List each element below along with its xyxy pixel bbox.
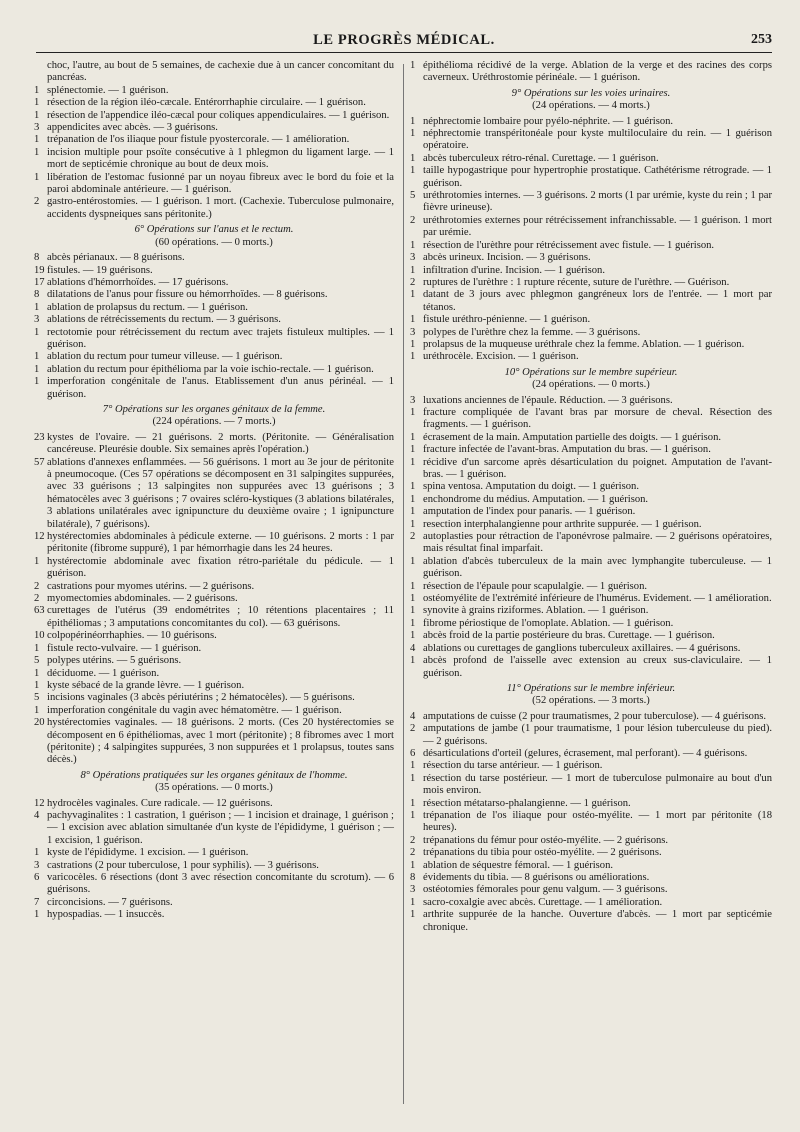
operation-text: ablation d'abcès tuberculeux de la main avec lymphangite tuberculeuse. — 1 guérison. bbox=[423, 555, 772, 580]
operation-count: 19 bbox=[34, 264, 45, 276]
operation-entry bbox=[410, 215, 772, 240]
operation-text: abcès périanaux. — 8 guérisons. bbox=[47, 252, 185, 264]
operation-entry bbox=[410, 655, 772, 680]
operation-text: uréthrotomies externes pour rétrécissement infranchissable. — 1 guérison. 1 mort par urémie. bbox=[423, 214, 772, 239]
operation-count: 1 bbox=[410, 338, 416, 350]
operation-text: écrasement de la main. Amputation partielle des doigts. — 1 guérison. bbox=[423, 431, 722, 443]
operation-text: récidive d'un sarcome après désarticulation du poignet. Amputation de l'avant-bras. — 1 guérison. bbox=[423, 456, 772, 480]
operation-text: gastro-entérostomies. — 1 guérison. 1 mort. (Cachexie. Tuberculose pulmonaire, accidents dyspneiques sans péritonite.) bbox=[47, 196, 394, 220]
operation-text: enchondrome du médius. Amputation. — 1 guérison. bbox=[423, 493, 649, 505]
operation-entry bbox=[410, 60, 772, 85]
operation-count: 1 bbox=[410, 289, 416, 301]
operation-entry bbox=[34, 847, 394, 859]
operation-count: 2 bbox=[34, 593, 40, 605]
section-summary: (24 opérations. — 4 morts.) bbox=[532, 100, 650, 112]
operation-entry bbox=[34, 147, 394, 172]
operation-count: 1 bbox=[34, 326, 40, 338]
operation-count: 1 bbox=[410, 60, 416, 71]
operation-entry bbox=[34, 289, 394, 301]
operation-entry bbox=[34, 897, 394, 909]
operation-count: 1 bbox=[34, 301, 40, 313]
operation-entry bbox=[410, 116, 772, 128]
operation-entry bbox=[410, 314, 772, 326]
operation-entry bbox=[34, 556, 394, 581]
operation-entry bbox=[34, 605, 394, 630]
operation-count: 1 bbox=[410, 859, 416, 871]
operation-entry bbox=[410, 407, 772, 432]
operation-text: circoncisions. — 7 guérisons. bbox=[47, 896, 173, 908]
operation-count: 57 bbox=[34, 456, 45, 468]
operation-entry bbox=[34, 265, 394, 277]
operation-text: abcès urineux. Incision. — 3 guérisons. bbox=[423, 252, 591, 264]
operation-text: prolapsus de la muqueuse uréthrale chez la femme. Ablation. — 1 guérison. bbox=[423, 338, 745, 350]
operation-entry bbox=[410, 190, 772, 215]
operation-text: castrations (2 pour tuberculose, 1 pour syphilis). — 3 guérisons. bbox=[47, 859, 319, 871]
operation-count: 1 bbox=[34, 642, 40, 654]
operation-text: résection de l'appendice iléo-cæcal pour coliques appendiculaires. — 1 guérison. bbox=[47, 109, 390, 121]
operation-entry bbox=[410, 860, 772, 872]
operation-entry bbox=[410, 760, 772, 772]
operation-text: synovite à grains riziformes. Ablation. — 1 guérison. bbox=[423, 605, 649, 617]
operation-entry bbox=[34, 172, 394, 197]
operation-entry bbox=[410, 593, 772, 605]
operation-entry bbox=[410, 798, 772, 810]
operation-entry bbox=[410, 153, 772, 165]
operation-text: néphrectomie lombaire pour pyélo-néphrite. — 1 guérison. bbox=[423, 115, 674, 127]
operation-text: uréthrocèle. Excision. — 1 guérison. bbox=[423, 351, 579, 363]
operation-entry bbox=[410, 847, 772, 859]
operation-entry bbox=[410, 277, 772, 289]
operation-count: 1 bbox=[410, 444, 416, 456]
operation-entry bbox=[34, 85, 394, 97]
operation-count: 1 bbox=[410, 580, 416, 592]
operation-text: fracture infectée de l'avant-bras. Amputation du bras. — 1 guérison. bbox=[423, 444, 711, 456]
operation-count: 1 bbox=[34, 555, 40, 567]
page-header bbox=[36, 30, 772, 53]
operation-text: abcès profond de l'aisselle avec extension au creux sus-claviculaire. — 1 guérison. bbox=[423, 655, 772, 679]
operation-text: luxations anciennes de l'épaule. Réduction. — 3 guérisons. bbox=[423, 394, 673, 406]
operation-text: hystérectomies abdominales à pédicule externe. — 10 guérisons. 2 morts : 1 par péritonite (fibrome suppuré), 1 par hémorrhagie dans les 24 heures. bbox=[47, 531, 394, 555]
operation-count: 1 bbox=[34, 667, 40, 679]
operation-text: sacro-coxalgie avec abcès. Curettage. — 1 amélioration. bbox=[423, 896, 663, 908]
operation-entry bbox=[410, 556, 772, 581]
operation-entry bbox=[410, 581, 772, 593]
operation-entry bbox=[34, 531, 394, 556]
operation-count: 1 bbox=[34, 351, 40, 363]
operation-text: pachyvaginalites : 1 castration, 1 guérison ; — 1 incision et drainage, 1 guérison ; — 1 excision avec ablation simultanée d'un kyste de l'épididyme, 1 guérison ; — 1 excision, 1 guérison. bbox=[47, 809, 394, 846]
operation-entry bbox=[34, 680, 394, 692]
operation-count: 4 bbox=[410, 642, 416, 654]
operation-count: 1 bbox=[410, 593, 416, 605]
operation-count: 23 bbox=[34, 431, 45, 443]
operation-entry bbox=[410, 252, 772, 264]
operation-count: 1 bbox=[410, 909, 416, 921]
operation-entry bbox=[34, 630, 394, 642]
operation-count: 5 bbox=[34, 692, 40, 704]
operation-count: 1 bbox=[410, 518, 416, 530]
operation-entry bbox=[34, 668, 394, 680]
operation-text: fistules. — 19 guérisons. bbox=[47, 264, 153, 276]
operation-entry bbox=[410, 444, 772, 456]
operation-count: 1 bbox=[34, 146, 40, 158]
operation-count: 5 bbox=[410, 190, 416, 202]
operation-count: 2 bbox=[410, 723, 416, 735]
operation-entry bbox=[34, 432, 394, 457]
operation-count: 1 bbox=[34, 109, 40, 121]
operation-entry bbox=[410, 531, 772, 556]
operation-count: 2 bbox=[410, 214, 416, 226]
operation-entry bbox=[34, 798, 394, 810]
operation-text: infiltration d'urine. Incision. — 1 guérison. bbox=[423, 264, 605, 276]
operation-count: 3 bbox=[410, 884, 416, 896]
journal-title: LE PROGRÈS MÉDICAL. bbox=[313, 32, 495, 48]
operation-count: 12 bbox=[34, 797, 45, 809]
operation-text: curettages de l'utérus (39 endométrites ; 10 rétentions placentaires ; 11 épithéliomas ; 3 amputations concomitantes du col). — 63 guérisons. bbox=[47, 605, 394, 629]
operation-text: datant de 3 jours avec phlegmon gangréneux lors de l'entrée. — 1 mort par tétanos. bbox=[423, 289, 772, 313]
operation-count: 1 bbox=[410, 555, 416, 567]
operation-text: amputation de l'index pour panaris. — 1 guérison. bbox=[423, 506, 636, 518]
operation-entry bbox=[34, 810, 394, 847]
operation-count: 1 bbox=[410, 456, 416, 468]
operation-entry bbox=[34, 327, 394, 352]
operation-count: 1 bbox=[410, 406, 416, 418]
operation-text: appendicites avec abcès. — 3 guérisons. bbox=[47, 122, 218, 134]
operation-entry bbox=[34, 872, 394, 897]
operation-entry bbox=[34, 692, 394, 704]
operation-count: 1 bbox=[410, 760, 416, 772]
operation-text: trépanation de l'os iliaque pour ostéo-myélite. — 1 mort par péritonite (18 heures). bbox=[423, 809, 772, 834]
operation-count: 3 bbox=[410, 394, 416, 406]
operation-count: 1 bbox=[410, 239, 416, 251]
operation-text: ostéotomies fémorales pour genu valgum. — 3 guérisons. bbox=[423, 884, 668, 896]
operation-text: abcès tuberculeux rétro-rénal. Curettage. — 1 guérison. bbox=[423, 152, 659, 164]
operation-entry bbox=[410, 909, 772, 934]
operation-count: 1 bbox=[410, 152, 416, 164]
operation-text: resection interphalangienne pour arthrite suppurée. — 1 guérison. bbox=[423, 518, 702, 530]
operation-text: fistule recto-vulvaire. — 1 guérison. bbox=[47, 642, 202, 654]
operation-count: 1 bbox=[410, 128, 416, 140]
operation-text: autoplasties pour rétraction de l'aponévrose palmaire. — 2 guérisons opératoires, mais résultat final imparfait. bbox=[423, 531, 772, 555]
operation-count: 1 bbox=[410, 617, 416, 629]
operation-count: 2 bbox=[410, 531, 416, 543]
column-divider bbox=[403, 64, 404, 1104]
operation-text: résection de la région iléo-cæcale. Entérorrhaphie circulaire. — 1 guérison. bbox=[47, 97, 366, 109]
operation-text: ablation de prolapsus du rectum. — 1 guérison. bbox=[47, 301, 248, 313]
operation-entry bbox=[34, 705, 394, 717]
operation-count: 1 bbox=[410, 314, 416, 326]
operation-entry bbox=[410, 711, 772, 723]
operation-text: imperforation congénitale de l'anus. Etablissement d'un anus périnéal. — 1 guérison. bbox=[47, 376, 394, 400]
operation-count: 2 bbox=[410, 834, 416, 846]
section-heading: 7° Opérations sur les organes génitaux de la femme. bbox=[102, 403, 326, 415]
operation-entry bbox=[34, 581, 394, 593]
operation-entry bbox=[410, 351, 772, 363]
operation-entry bbox=[34, 593, 394, 605]
operation-entry bbox=[34, 457, 394, 531]
operation-count: 1 bbox=[34, 97, 40, 109]
operation-text: rectotomie pour rétrécissement du rectum avec trajets fistuleux multiples. — 1 guérison. bbox=[47, 326, 394, 350]
operation-text: ablation du rectum pour tumeur villeuse. — 1 guérison. bbox=[47, 351, 283, 363]
operation-count: 2 bbox=[410, 847, 416, 859]
operation-text: incisions vaginales (3 abcès périutérins ; 2 hématocèles). — 5 guérisons. bbox=[47, 692, 355, 704]
operation-text: ablations de rétrécissements du rectum. — 3 guérisons. bbox=[47, 314, 281, 326]
operation-entry bbox=[410, 128, 772, 153]
operation-entry bbox=[34, 860, 394, 872]
operation-count: 8 bbox=[34, 252, 40, 264]
operation-count: 1 bbox=[34, 171, 40, 183]
operation-text: kyste de l'épididyme. 1 excision. — 1 guérison. bbox=[47, 847, 249, 859]
operation-count: 1 bbox=[410, 896, 416, 908]
operation-count: 2 bbox=[34, 580, 40, 592]
operation-text: hydrocèles vaginales. Cure radicale. — 12 guérisons. bbox=[47, 797, 273, 809]
operation-count: 3 bbox=[34, 859, 40, 871]
operation-text: résection de l'épaule pour scapulalgie. — 1 guérison. bbox=[423, 580, 648, 592]
operation-entry bbox=[34, 277, 394, 289]
operation-text: varicocèles. 6 résections (dont 3 avec résection concomitante du scrotum). — 6 guérisons. bbox=[47, 872, 394, 896]
operation-text: déciduome. — 1 guérison. bbox=[47, 667, 160, 679]
left-column bbox=[34, 60, 394, 922]
operation-count: 1 bbox=[34, 376, 40, 388]
operation-text: taille hypogastrique pour hypertrophie prostatique. Cathétérisme rétrograde. — 1 guérison. bbox=[423, 165, 772, 189]
operation-text: arthrite suppurée de la hanche. Ouverture d'abcès. — 1 mort par septicémie chronique. bbox=[423, 909, 772, 933]
page-number: 253 bbox=[751, 32, 772, 47]
operation-text: résection métatarso-phalangienne. — 1 guérison. bbox=[423, 797, 631, 809]
operation-entry bbox=[34, 97, 394, 109]
operation-entry bbox=[410, 897, 772, 909]
operation-count: 1 bbox=[410, 809, 416, 821]
operation-entry bbox=[410, 395, 772, 407]
operation-count: 6 bbox=[410, 747, 416, 759]
operation-text: évidements du tibia. — 8 guérisons ou améliorations. bbox=[423, 872, 650, 883]
operation-count: 1 bbox=[410, 493, 416, 505]
operation-text: désarticulations d'orteil (gelures, écrasement, mal perforant). — 4 guérisons. bbox=[423, 747, 748, 759]
operation-text: dilatations de l'anus pour fissure ou hémorrhoïdes. — 8 guérisons. bbox=[47, 289, 328, 301]
operation-count: 1 bbox=[34, 704, 40, 716]
right-column bbox=[410, 60, 772, 934]
operation-entry bbox=[410, 872, 772, 884]
operation-count: 1 bbox=[34, 847, 40, 859]
operation-text: amputations de cuisse (2 pour traumatismes, 2 pour tuberculose). — 4 guérisons. bbox=[423, 710, 767, 722]
operation-text: colpopérinéorrhaphies. — 10 guérisons. bbox=[47, 630, 217, 642]
operation-text: résection de l'urèthre pour rétrécissement avec fistule. — 1 guérison. bbox=[423, 239, 715, 251]
operation-text: polypes utérins. — 5 guérisons. bbox=[47, 655, 182, 667]
operation-text: polypes de l'urèthre chez la femme. — 3 guérisons. bbox=[423, 326, 641, 338]
operation-text: résection du tarse antérieur. — 1 guérison. bbox=[423, 760, 603, 772]
operation-entry bbox=[410, 630, 772, 642]
section-heading: 10° Opérations sur le membre supérieur. bbox=[504, 366, 678, 378]
operation-entry bbox=[410, 289, 772, 314]
operation-entry bbox=[410, 432, 772, 444]
operation-count: 1 bbox=[410, 772, 416, 784]
operation-count: 1 bbox=[410, 264, 416, 276]
operation-entry bbox=[34, 110, 394, 122]
operation-entry bbox=[34, 351, 394, 363]
section-heading: 8° Opérations pratiquées sur les organes génitaux de l'homme. bbox=[80, 769, 348, 781]
operation-entry bbox=[410, 810, 772, 835]
operation-count: 10 bbox=[34, 630, 45, 642]
operation-count: 2 bbox=[410, 276, 416, 288]
operation-text: ablations ou curettages de ganglions tuberculeux axillaires. — 4 guérisons. bbox=[423, 642, 741, 654]
operation-count: 17 bbox=[34, 276, 45, 288]
operation-count: 1 bbox=[410, 797, 416, 809]
operation-count: 7 bbox=[34, 896, 40, 908]
operation-entry bbox=[410, 494, 772, 506]
operation-text: hystérectomies vaginales. — 18 guérisons. 2 morts. (Ces 20 hystérectomies se décomposent en 6 épithéliomas, avec 1 mort (péritonite) ; 8 fibromes avec 1 mort (péritonite) ; 4 salpingites suppurées, 3 non suppurées et 1 prolapsus, toutes sans décès.) bbox=[47, 717, 394, 766]
section-summary: (60 opérations. — 0 morts.) bbox=[155, 236, 273, 248]
operation-entry bbox=[410, 457, 772, 482]
operation-entry bbox=[410, 519, 772, 531]
operation-count: 1 bbox=[34, 84, 40, 96]
operation-entry bbox=[34, 122, 394, 134]
operation-count: 2 bbox=[34, 196, 40, 208]
operation-text: hypospadias. — 1 insuccès. bbox=[47, 909, 165, 921]
operation-count: 1 bbox=[410, 165, 416, 177]
operation-entry bbox=[410, 165, 772, 190]
operation-count: 1 bbox=[410, 630, 416, 642]
operation-entry bbox=[34, 60, 394, 85]
operation-text: kystes de l'ovaire. — 21 guérisons. 2 morts. (Péritonite. — Généralisation cancéreuse. Pleurésie double. Six semaines après l'opération.) bbox=[47, 431, 394, 456]
operation-count: 1 bbox=[34, 909, 40, 921]
operation-text: épithélioma récidivé de la verge. Ablation de la verge et des racines des corps caverneux. Uréthrostomie périnéale. — 1 guérison. bbox=[423, 60, 772, 84]
section-summary: (224 opérations. — 7 morts.) bbox=[152, 416, 276, 428]
operation-text: splénectomie. — 1 guérison. bbox=[47, 84, 169, 96]
operation-text: fistule uréthro-pénienne. — 1 guérison. bbox=[423, 314, 591, 326]
operation-text: uréthrotomies internes. — 3 guérisons. 2 morts (1 par urémie, kyste du rein ; 1 par fièvre urineuse). bbox=[423, 190, 772, 214]
operation-count: 3 bbox=[34, 314, 40, 326]
operation-count: 6 bbox=[34, 872, 40, 883]
operation-count: 20 bbox=[34, 717, 45, 729]
operation-count: 1 bbox=[410, 655, 416, 667]
section-summary: (35 opérations. — 0 morts.) bbox=[155, 782, 273, 794]
operation-text: libération de l'estomac fusionné par un noyau fibreux avec le bord du foie et la paroi abdominale antérieure. — 1 guérison. bbox=[47, 171, 394, 196]
operation-entry bbox=[34, 252, 394, 264]
operation-entry bbox=[410, 643, 772, 655]
operation-text: trépanations du tibia pour ostéo-myélite. — 2 guérisons. bbox=[423, 847, 662, 859]
operation-text: spina ventosa. Amputation du doigt. — 1 guérison. bbox=[423, 481, 639, 493]
operation-entry bbox=[410, 481, 772, 493]
operation-entry bbox=[34, 364, 394, 376]
operation-count: 4 bbox=[34, 809, 40, 821]
operation-entry bbox=[410, 605, 772, 617]
operation-count: 4 bbox=[410, 710, 416, 722]
operation-count: 1 bbox=[34, 134, 40, 146]
operation-count: 8 bbox=[410, 872, 416, 883]
section-heading: 6° Opérations sur l'anus et le rectum. bbox=[134, 224, 294, 236]
operation-count: 1 bbox=[410, 605, 416, 617]
operation-entry bbox=[34, 302, 394, 314]
operation-entry bbox=[410, 748, 772, 760]
operation-text: résection du tarse postérieur. — 1 mort de tuberculose pulmonaire au bout d'un mois environ. bbox=[423, 772, 772, 797]
operation-entry bbox=[34, 314, 394, 326]
operation-text: choc, l'autre, au bout de 5 semaines, de cachexie due à un cancer concomitant du pancréas. bbox=[47, 60, 394, 84]
operation-text: amputations de jambe (1 pour traumatisme, 1 pour lésion tuberculeuse du pied). — 2 guérisons. bbox=[423, 723, 772, 747]
operation-text: imperforation congénitale du vagin avec hématomètre. — 1 guérison. bbox=[47, 704, 342, 716]
operation-entry bbox=[410, 327, 772, 339]
operation-count: 3 bbox=[410, 326, 416, 338]
operation-entry bbox=[410, 884, 772, 896]
section-summary: (24 opérations. — 0 morts.) bbox=[532, 379, 650, 391]
operation-entry bbox=[410, 240, 772, 252]
operation-count: 1 bbox=[410, 506, 416, 518]
operation-text: myomectomies abdominales. — 2 guérisons. bbox=[47, 593, 238, 605]
operation-text: incision multiple pour psoïte consécutive à 1 phlegmon du ligament large. — 1 mort de septicémie chronique au bout de deux mois. bbox=[47, 146, 394, 171]
operation-entry bbox=[34, 376, 394, 401]
operation-entry bbox=[34, 196, 394, 221]
operation-entry bbox=[410, 618, 772, 630]
operation-count: 1 bbox=[410, 481, 416, 493]
operation-text: castrations pour myomes utérins. — 2 guérisons. bbox=[47, 580, 255, 592]
operation-entry bbox=[410, 265, 772, 277]
operation-entry bbox=[410, 339, 772, 351]
operation-text: ablation du rectum pour épithélioma par la voie ischio-rectale. — 1 guérison. bbox=[47, 363, 374, 375]
operation-text: hystérectomie abdominale avec fixation rétro-pariétale du pédicule. — 1 guérison. bbox=[47, 555, 394, 580]
operation-count: 1 bbox=[410, 351, 416, 363]
operation-count: 8 bbox=[34, 289, 40, 301]
operation-count: 3 bbox=[410, 252, 416, 264]
operation-count: 63 bbox=[34, 605, 45, 617]
operation-text: ablations d'annexes enflammées. — 56 guérisons. 1 mort au 3e jour de péritonite à pneumocoque. (Ces 57 opérations se décomposent en 31 salpingites suppurées, avec 33 guérisons ; 13 salpingites non suppurées avec 13 guérisons ; 3 hématocèles avec 3 guérisons ; 7 ovaires scléro-kystiques (3 ablations bilatérales, 3 ablations unilatérales avec ignipuncture du deuxième ovaire ; 1 ignipuncture bilatérale), 7 guérisons). bbox=[47, 456, 394, 530]
operation-text: trépanation de l'os iliaque pour fistule pyostercorale. — 1 amélioration. bbox=[47, 134, 350, 146]
operation-count: 1 bbox=[34, 679, 40, 691]
operation-text: néphrectomie transpéritonéale pour kyste multiloculaire du rein. — 1 guérison opératoire. bbox=[423, 128, 772, 152]
section-summary: (52 opérations. — 3 morts.) bbox=[532, 695, 650, 707]
operation-entry bbox=[34, 643, 394, 655]
operation-entry bbox=[410, 723, 772, 748]
operation-count: 3 bbox=[34, 122, 40, 134]
operation-text: ablation de séquestre fémoral. — 1 guérison. bbox=[423, 859, 614, 871]
operation-text: trépanations du fémur pour ostéo-myélite. — 2 guérisons. bbox=[423, 834, 669, 846]
operation-entry bbox=[34, 655, 394, 667]
operation-count: 1 bbox=[410, 431, 416, 443]
operation-text: fracture compliquée de l'avant bras par morsure de cheval. Résection des fragments. — 1 guérison. bbox=[423, 406, 772, 431]
operation-entry bbox=[34, 717, 394, 767]
operation-text: ablations d'hémorrhoïdes. — 17 guérisons. bbox=[47, 276, 229, 288]
operation-text: abcès froid de la partie postérieure du bras. Curettage. — 1 guérison. bbox=[423, 630, 715, 642]
operation-text: kyste sébacé de la grande lèvre. — 1 guérison. bbox=[47, 679, 245, 691]
operation-count: 1 bbox=[410, 115, 416, 127]
operation-text: ostéomyélite de l'extrémité inférieure de l'humérus. Evidement. — 1 amélioration. bbox=[423, 593, 772, 605]
operation-entry bbox=[410, 506, 772, 518]
operation-text: ruptures de l'urèthre : 1 rupture récente, suture de l'urèthre. — Guérison. bbox=[423, 276, 730, 288]
operation-text: fibrome périostique de l'omoplate. Ablation. — 1 guérison. bbox=[423, 617, 674, 629]
operation-count: 1 bbox=[34, 363, 40, 375]
operation-entry bbox=[34, 909, 394, 921]
operation-entry bbox=[34, 134, 394, 146]
operation-count: 5 bbox=[34, 655, 40, 667]
operation-entry bbox=[410, 773, 772, 798]
operation-entry bbox=[410, 835, 772, 847]
section-heading: 11° Opérations sur le membre inférieur. bbox=[506, 682, 676, 694]
section-heading: 9° Opérations sur les voies urinaires. bbox=[511, 87, 671, 99]
operation-count: 12 bbox=[34, 531, 45, 543]
